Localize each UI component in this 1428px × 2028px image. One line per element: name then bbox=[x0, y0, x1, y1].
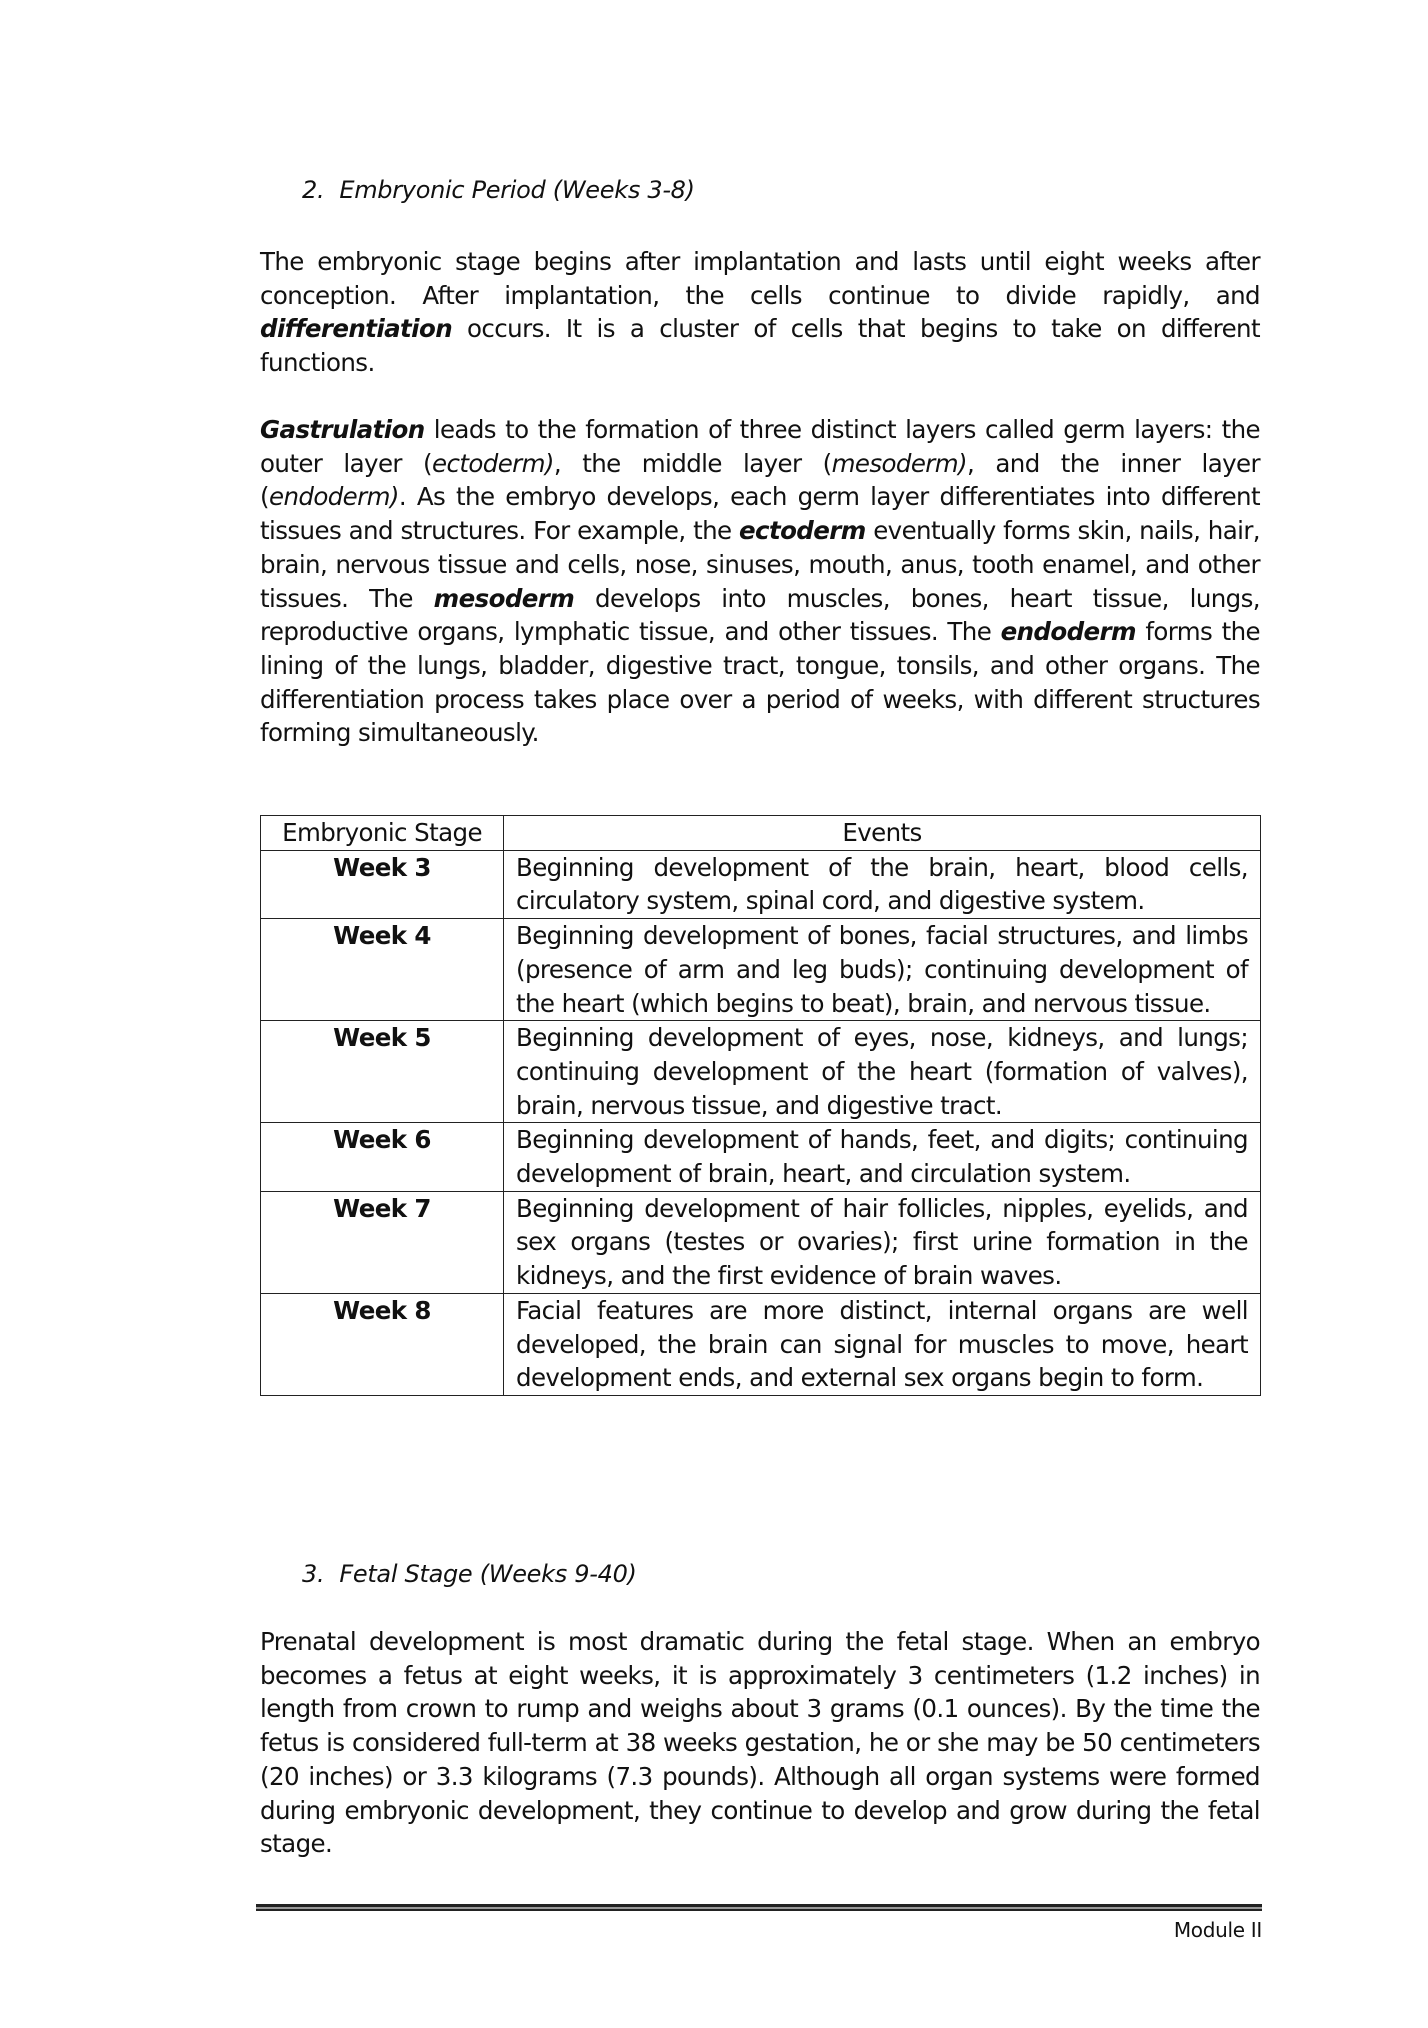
text-run: . As the embryo develops, each germ layer differentiates into different tissues and structures. For example, the bbox=[260, 482, 1260, 546]
section-number: 3. bbox=[302, 1560, 325, 1588]
text-run: forms the lining of the lungs, bladder, digestive tract, tongue, tonsils, and other organs. The differentiation process takes place over a period of weeks, with different structures forming simultaneously. bbox=[260, 617, 1261, 748]
table-header-row bbox=[261, 816, 1261, 851]
events-cell: Beginning development of hands, feet, and digits; continuing development of brain, heart, and circulation system. bbox=[504, 1123, 1261, 1191]
stage-cell: Week 3 bbox=[261, 850, 504, 918]
embryonic-intro-paragraph bbox=[260, 245, 1260, 380]
footer-double-rule bbox=[256, 1904, 1262, 1912]
embryonic-stages-table bbox=[260, 815, 1261, 1396]
events-cell: Facial features are more distinct, internal organs are well developed, the brain can signal for muscles to move, heart development ends, and external sex organs begin to form. bbox=[504, 1293, 1261, 1395]
section-title: Embryonic Period (Weeks 3-8) bbox=[339, 176, 695, 204]
table-row bbox=[261, 919, 1261, 1021]
term-mesoderm-paren: mesoderm) bbox=[831, 448, 968, 478]
section-heading-fetal-stage bbox=[302, 1560, 637, 1588]
term-mesoderm: mesoderm bbox=[433, 583, 575, 613]
header-events: Events bbox=[504, 816, 1261, 851]
events-cell: Beginning development of eyes, nose, kidneys, and lungs; continuing development of the heart (formation of valves), brain, nervous tissue, and digestive tract. bbox=[504, 1021, 1261, 1123]
table-row bbox=[261, 1021, 1261, 1123]
term-endoderm-paren: endoderm) bbox=[268, 482, 399, 512]
term-endoderm: endoderm bbox=[1000, 617, 1136, 647]
stage-cell: Week 8 bbox=[261, 1293, 504, 1395]
text-run: develops into muscles, bones, heart tissue, lungs, reproductive organs, lymphatic tissue, and other tissues. The bbox=[260, 583, 1260, 647]
term-gastrulation: Gastrulation bbox=[260, 415, 425, 444]
table-row bbox=[261, 1191, 1261, 1293]
gastrulation-paragraph bbox=[260, 413, 1260, 750]
table-row bbox=[261, 1123, 1261, 1191]
text-run: leads to the formation of three distinct layers called germ layers: the outer layer ( bbox=[260, 415, 1260, 478]
table-row bbox=[261, 1293, 1261, 1395]
text-run: , and the inner layer ( bbox=[260, 448, 1260, 512]
events-cell: Beginning development of hair follicles, nipples, eyelids, and sex organs (testes or ovaries); first urine formation in the kidneys, and the first evidence of brain waves. bbox=[504, 1191, 1261, 1293]
term-differentiation: differentiation bbox=[260, 314, 453, 344]
section-title: Fetal Stage (Weeks 9-40) bbox=[339, 1560, 637, 1588]
term-ectoderm-paren: ectoderm) bbox=[432, 448, 554, 478]
stage-cell: Week 5 bbox=[261, 1021, 504, 1123]
section-heading-embryonic-period bbox=[302, 176, 695, 204]
text-run: occurs. It is a cluster of cells that begins to take on different functions. bbox=[260, 314, 1260, 378]
events-cell: Beginning development of the brain, heart, blood cells, circulatory system, spinal cord, and digestive system. bbox=[504, 850, 1261, 918]
stage-cell: Week 7 bbox=[261, 1191, 504, 1293]
text-run: , the middle layer ( bbox=[553, 448, 832, 478]
section-number: 2. bbox=[302, 176, 325, 204]
text-run: The embryonic stage begins after implantation and lasts until eight weeks after conception. After implantation, the cells continue to divide rapidly, and bbox=[260, 247, 1260, 310]
fetal-stage-paragraph: Prenatal development is most dramatic during the fetal stage. When an embryo becomes a fetus at eight weeks, it is approximately 3 centimeters (1.2 inches) in length from crown to rump and weighs about 3 grams (0.1 ounces). By the time the fetus is considered full-term at 38 weeks gestation, he or she may be 50 centimeters (20 inches) or 3.3 kilograms (7.3 pounds). Although all organ systems were formed during embryonic development, they continue to develop and grow during the fetal stage. bbox=[260, 1627, 1260, 1859]
stage-cell: Week 6 bbox=[261, 1123, 504, 1191]
footer-module-label: Module II bbox=[1173, 1918, 1262, 1942]
table-row bbox=[261, 850, 1261, 918]
stage-cell: Week 4 bbox=[261, 919, 504, 1021]
header-embryonic-stage: Embryonic Stage bbox=[261, 816, 504, 851]
text-run: eventually forms skin, nails, hair, brain, nervous tissue and cells, nose, sinuses, mouth, anus, tooth enamel, and other tissues. The bbox=[260, 516, 1260, 613]
term-ectoderm: ectoderm bbox=[739, 516, 866, 546]
events-cell: Beginning development of bones, facial structures, and limbs (presence of arm and leg buds); continuing development of the heart (which begins to beat), brain, and nervous tissue. bbox=[504, 919, 1261, 1021]
